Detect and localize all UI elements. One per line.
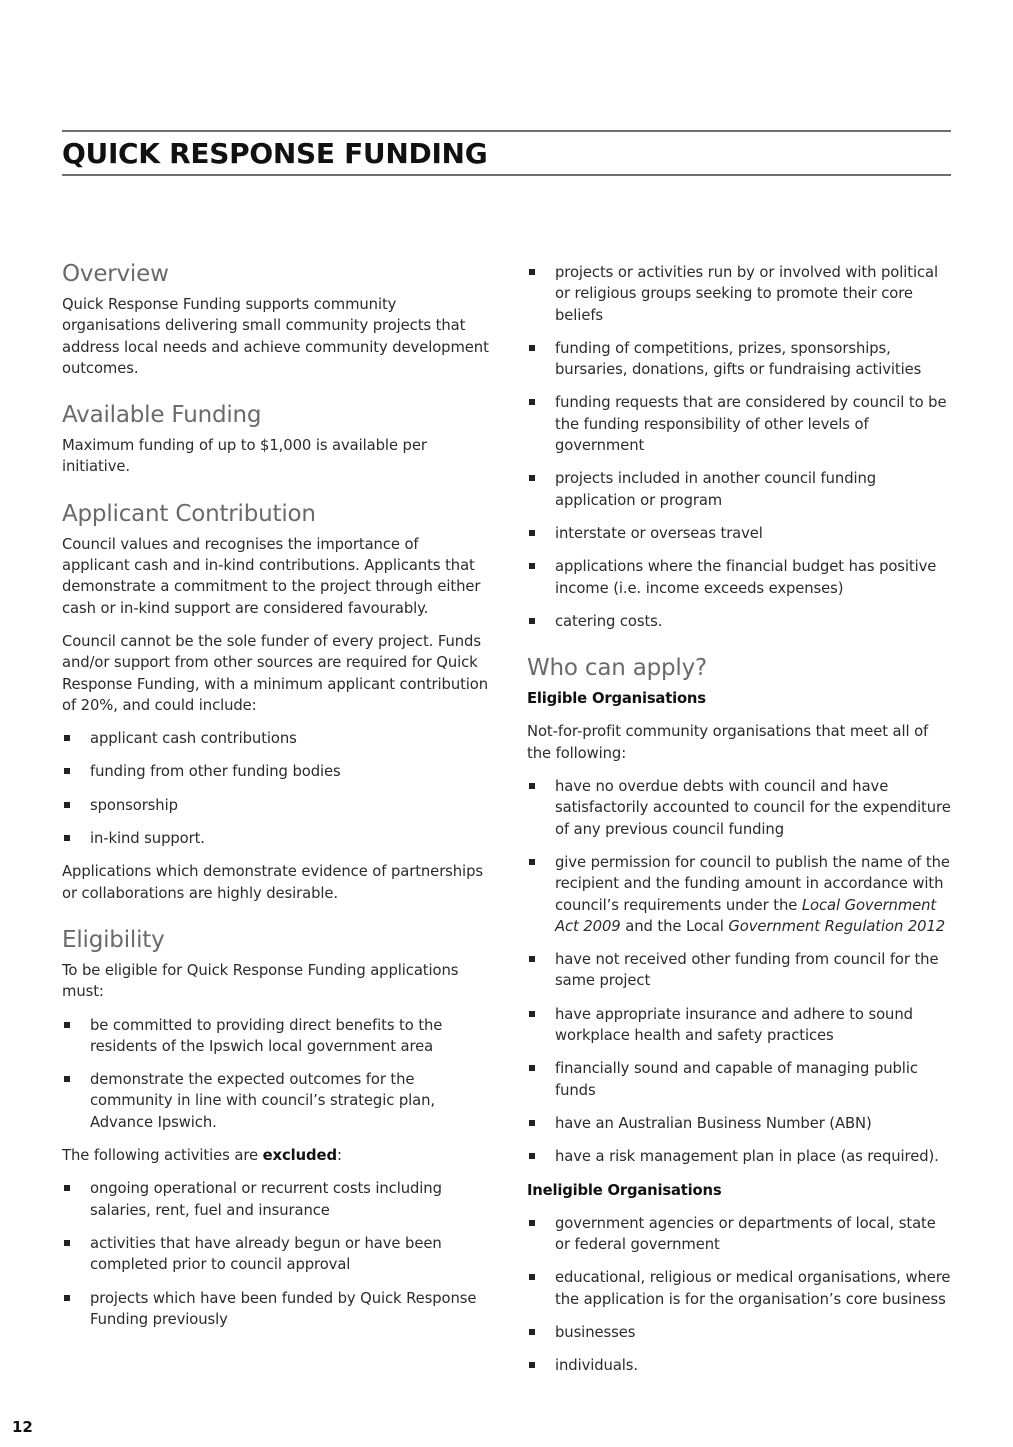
overview-text: Quick Response Funding supports community organisations delivering small community projects that address local needs and achieve community development outcomes.	[62, 296, 489, 377]
bullet-icon	[529, 399, 535, 405]
list-item	[62, 728, 490, 749]
list-item	[62, 1069, 490, 1133]
list-item-text: catering costs.	[555, 612, 663, 630]
bullet-icon	[64, 802, 70, 808]
eligible-organisations-heading: Eligible Organisations	[527, 690, 706, 708]
list-item	[527, 611, 953, 632]
list-item	[527, 338, 953, 381]
list-item	[527, 852, 953, 937]
eligibility-list	[62, 1015, 490, 1133]
list-item	[527, 776, 953, 840]
bullet-icon	[529, 1362, 535, 1368]
bullet-icon	[64, 1185, 70, 1191]
applicant-contribution-heading: Applicant Contribution	[62, 500, 316, 527]
list-item	[527, 468, 953, 511]
list-item-text: have a risk management plan in place (as required).	[555, 1148, 939, 1166]
list-item-text: demonstrate the expected outcomes for the community in line with council’s strategic plan, Advance Ipswich.	[90, 1071, 436, 1131]
bullet-icon	[529, 269, 535, 275]
ineligible-organisations-heading: Ineligible Organisations	[527, 1181, 722, 1199]
right-column	[527, 262, 953, 1389]
excluded-suffix: :	[336, 1147, 342, 1165]
excluded-list-right	[527, 262, 953, 632]
list-item	[62, 795, 490, 816]
bullet-icon	[529, 1274, 535, 1280]
bullet-icon	[529, 563, 535, 569]
bullet-icon	[529, 956, 535, 962]
list-item-text: projects which have been funded by Quick Response Funding previously	[90, 1289, 477, 1328]
list-item	[62, 1288, 490, 1331]
permission-text-1: give permission for council to publish the name of the recipient and the funding amount in accordance with council’s requirements under the	[555, 853, 950, 914]
bullet-icon	[64, 1295, 70, 1301]
list-item	[62, 1178, 490, 1221]
eligibility-section	[62, 924, 490, 1330]
list-item-text: businesses	[555, 1323, 636, 1341]
list-item	[527, 1213, 953, 1256]
available-funding-heading: Available Funding	[62, 402, 262, 429]
eligible-intro: Not-for-profit community organisations that meet all of the following:	[527, 723, 929, 762]
excluded-bold: excluded	[262, 1147, 337, 1165]
eligibility-heading: Eligibility	[62, 926, 165, 953]
bullet-icon	[529, 1153, 535, 1159]
list-item-text: be committed to providing direct benefits to the residents of the Ipswich local government area	[90, 1016, 443, 1055]
list-item-text: have appropriate insurance and adhere to sound workplace health and safety practices	[555, 1005, 913, 1045]
list-item-text: funding requests that are considered by council to be the funding responsibility of other levels of government	[555, 394, 947, 455]
list-item-text: government agencies or departments of local, state or federal government	[555, 1214, 936, 1254]
excluded-intro	[62, 1145, 490, 1166]
page-title: QUICK RESPONSE FUNDING	[62, 137, 488, 170]
bullet-icon	[64, 735, 70, 741]
list-item	[62, 1233, 490, 1276]
list-item-text: funding from other funding bodies	[90, 763, 341, 781]
bullet-icon	[64, 1022, 70, 1028]
list-item-text: have an Australian Business Number (ABN)	[555, 1114, 872, 1132]
list-item-text: sponsorship	[90, 796, 178, 814]
overview-section	[62, 258, 490, 379]
bullet-icon	[529, 1220, 535, 1226]
bullet-icon	[64, 835, 70, 841]
left-column	[62, 258, 490, 1342]
eligibility-intro: To be eligible for Quick Response Funding applications must:	[62, 961, 459, 1001]
excluded-list-left	[62, 1178, 490, 1330]
bullet-icon	[529, 859, 535, 865]
list-item-text: individuals.	[555, 1357, 639, 1375]
contribution-list	[62, 728, 490, 849]
list-item-text: have no overdue debts with council and have satisfactorily accounted to council for the expenditure of any previous council funding	[555, 778, 951, 838]
list-item	[527, 1322, 953, 1343]
permission-regulation: Government Regulation 2012	[728, 917, 946, 935]
list-item-text: financially sound and capable of managing public funds	[555, 1060, 918, 1099]
overview-heading: Overview	[62, 261, 169, 287]
bullet-icon	[529, 1120, 535, 1126]
list-item-text: ongoing operational or recurrent costs including salaries, rent, fuel and insurance	[90, 1180, 442, 1219]
list-item-text: educational, religious or medical organisations, where the application is for the organisation’s core business	[555, 1269, 951, 1308]
bullet-icon	[529, 618, 535, 624]
bullet-icon	[529, 1329, 535, 1335]
list-item	[527, 523, 953, 544]
list-item-text: projects or activities run by or involved with political or religious groups seeking to promote their core beliefs	[555, 264, 939, 324]
list-item	[527, 1267, 953, 1310]
permission-act: Local Government Act 2009	[555, 896, 937, 935]
ineligible-list	[527, 1213, 953, 1377]
list-item	[527, 1113, 953, 1134]
list-item	[527, 262, 953, 326]
list-item-text: funding of competitions, prizes, sponsorships, bursaries, donations, gifts or fundraising activities	[555, 339, 922, 379]
eligible-list	[527, 776, 953, 1167]
applicant-contribution-para1: Council values and recognises the importance of applicant cash and in-kind contributions. Applicants that demonstrate a commitment to the project through either cash or in-kind support are considered favourably.	[62, 535, 481, 617]
list-item	[527, 1004, 953, 1047]
who-can-apply-section	[527, 652, 953, 1376]
list-item	[527, 556, 953, 599]
available-funding-section	[62, 399, 490, 478]
applicant-contribution-para3: Applications which demonstrate evidence of partnerships or collaborations are highly desirable.	[62, 863, 483, 902]
bullet-icon	[64, 768, 70, 774]
available-funding-text: Maximum funding of up to $1,000 is available per initiative.	[62, 437, 427, 476]
list-item	[62, 761, 490, 782]
list-item-text: interstate or overseas travel	[555, 524, 763, 542]
bullet-icon	[64, 1076, 70, 1082]
bullet-icon	[529, 345, 535, 351]
list-item-text: in-kind support.	[90, 830, 205, 848]
bullet-icon	[529, 475, 535, 481]
permission-text-2: and the Local	[620, 917, 729, 935]
list-item	[62, 828, 490, 849]
list-item-text: have not received other funding from council for the same project	[555, 951, 939, 990]
bullet-icon	[529, 783, 535, 789]
list-item	[527, 392, 953, 456]
list-item-text	[555, 854, 950, 935]
list-item-text: applications where the financial budget has positive income (i.e. income exceeds expenses)	[555, 558, 937, 597]
list-item	[527, 1146, 953, 1167]
list-item	[62, 1015, 490, 1058]
applicant-contribution-section	[62, 498, 490, 904]
bullet-icon	[64, 1240, 70, 1246]
list-item-text: activities that have already begun or have been completed prior to council approval	[90, 1234, 442, 1274]
list-item-text: projects included in another council funding application or program	[555, 470, 877, 509]
bullet-icon	[529, 1065, 535, 1071]
list-item	[527, 1058, 953, 1101]
list-item	[527, 1355, 953, 1376]
list-item-text: applicant cash contributions	[90, 730, 297, 748]
bullet-icon	[529, 1011, 535, 1017]
bullet-icon	[529, 530, 535, 536]
page-number: 12	[12, 1418, 33, 1436]
page-header	[62, 130, 951, 176]
list-item	[527, 949, 953, 992]
who-can-apply-heading: Who can apply?	[527, 655, 708, 682]
excluded-prefix: The following activities are	[62, 1147, 263, 1165]
applicant-contribution-para2: Council cannot be the sole funder of every project. Funds and/or support from other sources are required for Quick Response Funding, with a minimum applicant contribution of 20%, and could include:	[62, 632, 489, 714]
